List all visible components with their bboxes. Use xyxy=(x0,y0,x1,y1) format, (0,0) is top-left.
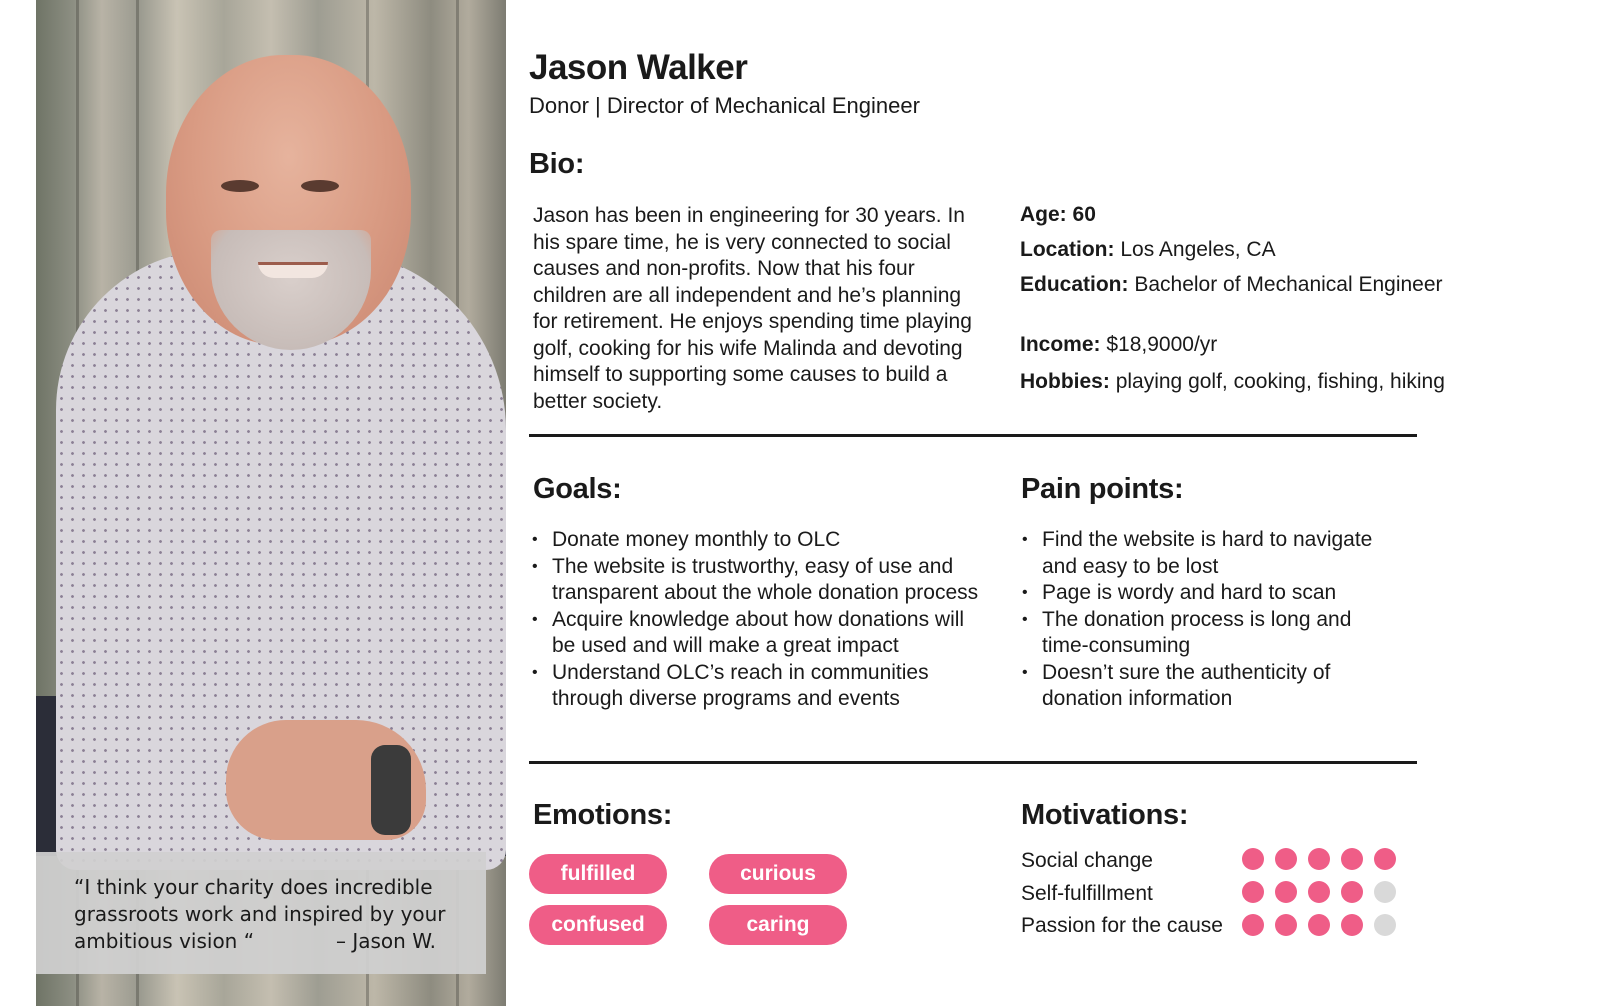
rating-dot-filled xyxy=(1242,881,1264,903)
rating-dot-empty xyxy=(1374,914,1396,936)
rating-dot-filled xyxy=(1275,848,1297,870)
fact-hobbies: Hobbies: playing golf, cooking, fishing, hiking xyxy=(1020,370,1445,393)
goal-item: • The website is trustworthy, easy of use and transparent about the whole donation process xyxy=(532,554,987,607)
rating-dot-filled xyxy=(1341,914,1363,936)
quote-box xyxy=(36,852,486,974)
rating-dot-empty xyxy=(1374,881,1396,903)
persona-quote: “I think your charity does incredible grassroots work and inspired by your ambitious vision “ xyxy=(74,875,446,953)
fact-education: Education: Bachelor of Mechanical Engineer xyxy=(1020,273,1443,296)
motivation-label: Passion for the cause xyxy=(1021,914,1223,937)
pain-point-item: • The donation process is long and time-consuming xyxy=(1022,607,1402,660)
emotion-tag: fulfilled xyxy=(529,854,667,894)
quote-author: – Jason W. xyxy=(336,929,437,953)
rating-dot-filled xyxy=(1242,914,1264,936)
goals-heading: Goals: xyxy=(533,473,622,505)
pain-point-item: • Doesn’t sure the authenticity of donation information xyxy=(1022,660,1402,713)
emotion-tag: curious xyxy=(709,854,847,894)
fact-location: Location: Los Angeles, CA xyxy=(1020,238,1276,261)
motivation-label: Social change xyxy=(1021,849,1153,872)
rating-dot-filled xyxy=(1242,848,1264,870)
motivation-rating xyxy=(1242,914,1396,936)
emotion-tag: confused xyxy=(529,905,667,945)
goals-list xyxy=(532,527,987,713)
motivation-label: Self-fulfillment xyxy=(1021,882,1153,905)
motivations-heading: Motivations: xyxy=(1021,799,1189,831)
emotions-heading: Emotions: xyxy=(533,799,673,831)
motivation-rating xyxy=(1242,848,1396,870)
fact-income: Income: $18,9000/yr xyxy=(1020,333,1218,356)
fact-age: Age: 60 xyxy=(1020,203,1096,226)
rating-dot-filled xyxy=(1275,881,1297,903)
rating-dot-filled xyxy=(1308,914,1330,936)
persona-role: Donor | Director of Mechanical Engineer xyxy=(529,93,920,118)
motivation-rating xyxy=(1242,881,1396,903)
persona-name: Jason Walker xyxy=(529,48,748,87)
pain-points-list xyxy=(1022,527,1402,713)
rating-dot-filled xyxy=(1374,848,1396,870)
goal-item: • Acquire knowledge about how donations will be used and will make a great impact xyxy=(532,607,987,660)
rating-dot-filled xyxy=(1341,848,1363,870)
rating-dot-filled xyxy=(1308,881,1330,903)
section-divider xyxy=(529,761,1417,764)
rating-dot-filled xyxy=(1275,914,1297,936)
goal-item: • Understand OLC’s reach in communities through diverse programs and events xyxy=(532,660,987,713)
emotion-tag: caring xyxy=(709,905,847,945)
goal-item: • Donate money monthly to OLC xyxy=(532,527,987,554)
rating-dot-filled xyxy=(1308,848,1330,870)
pain-point-item: • Find the website is hard to navigate and easy to be lost xyxy=(1022,527,1402,580)
section-divider xyxy=(529,434,1417,437)
bio-text: Jason has been in engineering for 30 years. In his spare time, he is very connected to social causes and non-profits. Now that his four children are all independent and he’s planning for retirement. He enjoys spending time playing golf, cooking for his wife Malinda and devoting himself to supporting some causes to build a better society. xyxy=(533,204,972,413)
pain-points-heading: Pain points: xyxy=(1021,473,1184,505)
pain-point-item: • Page is wordy and hard to scan xyxy=(1022,580,1402,607)
bio-heading: Bio: xyxy=(529,148,585,180)
rating-dot-filled xyxy=(1341,881,1363,903)
